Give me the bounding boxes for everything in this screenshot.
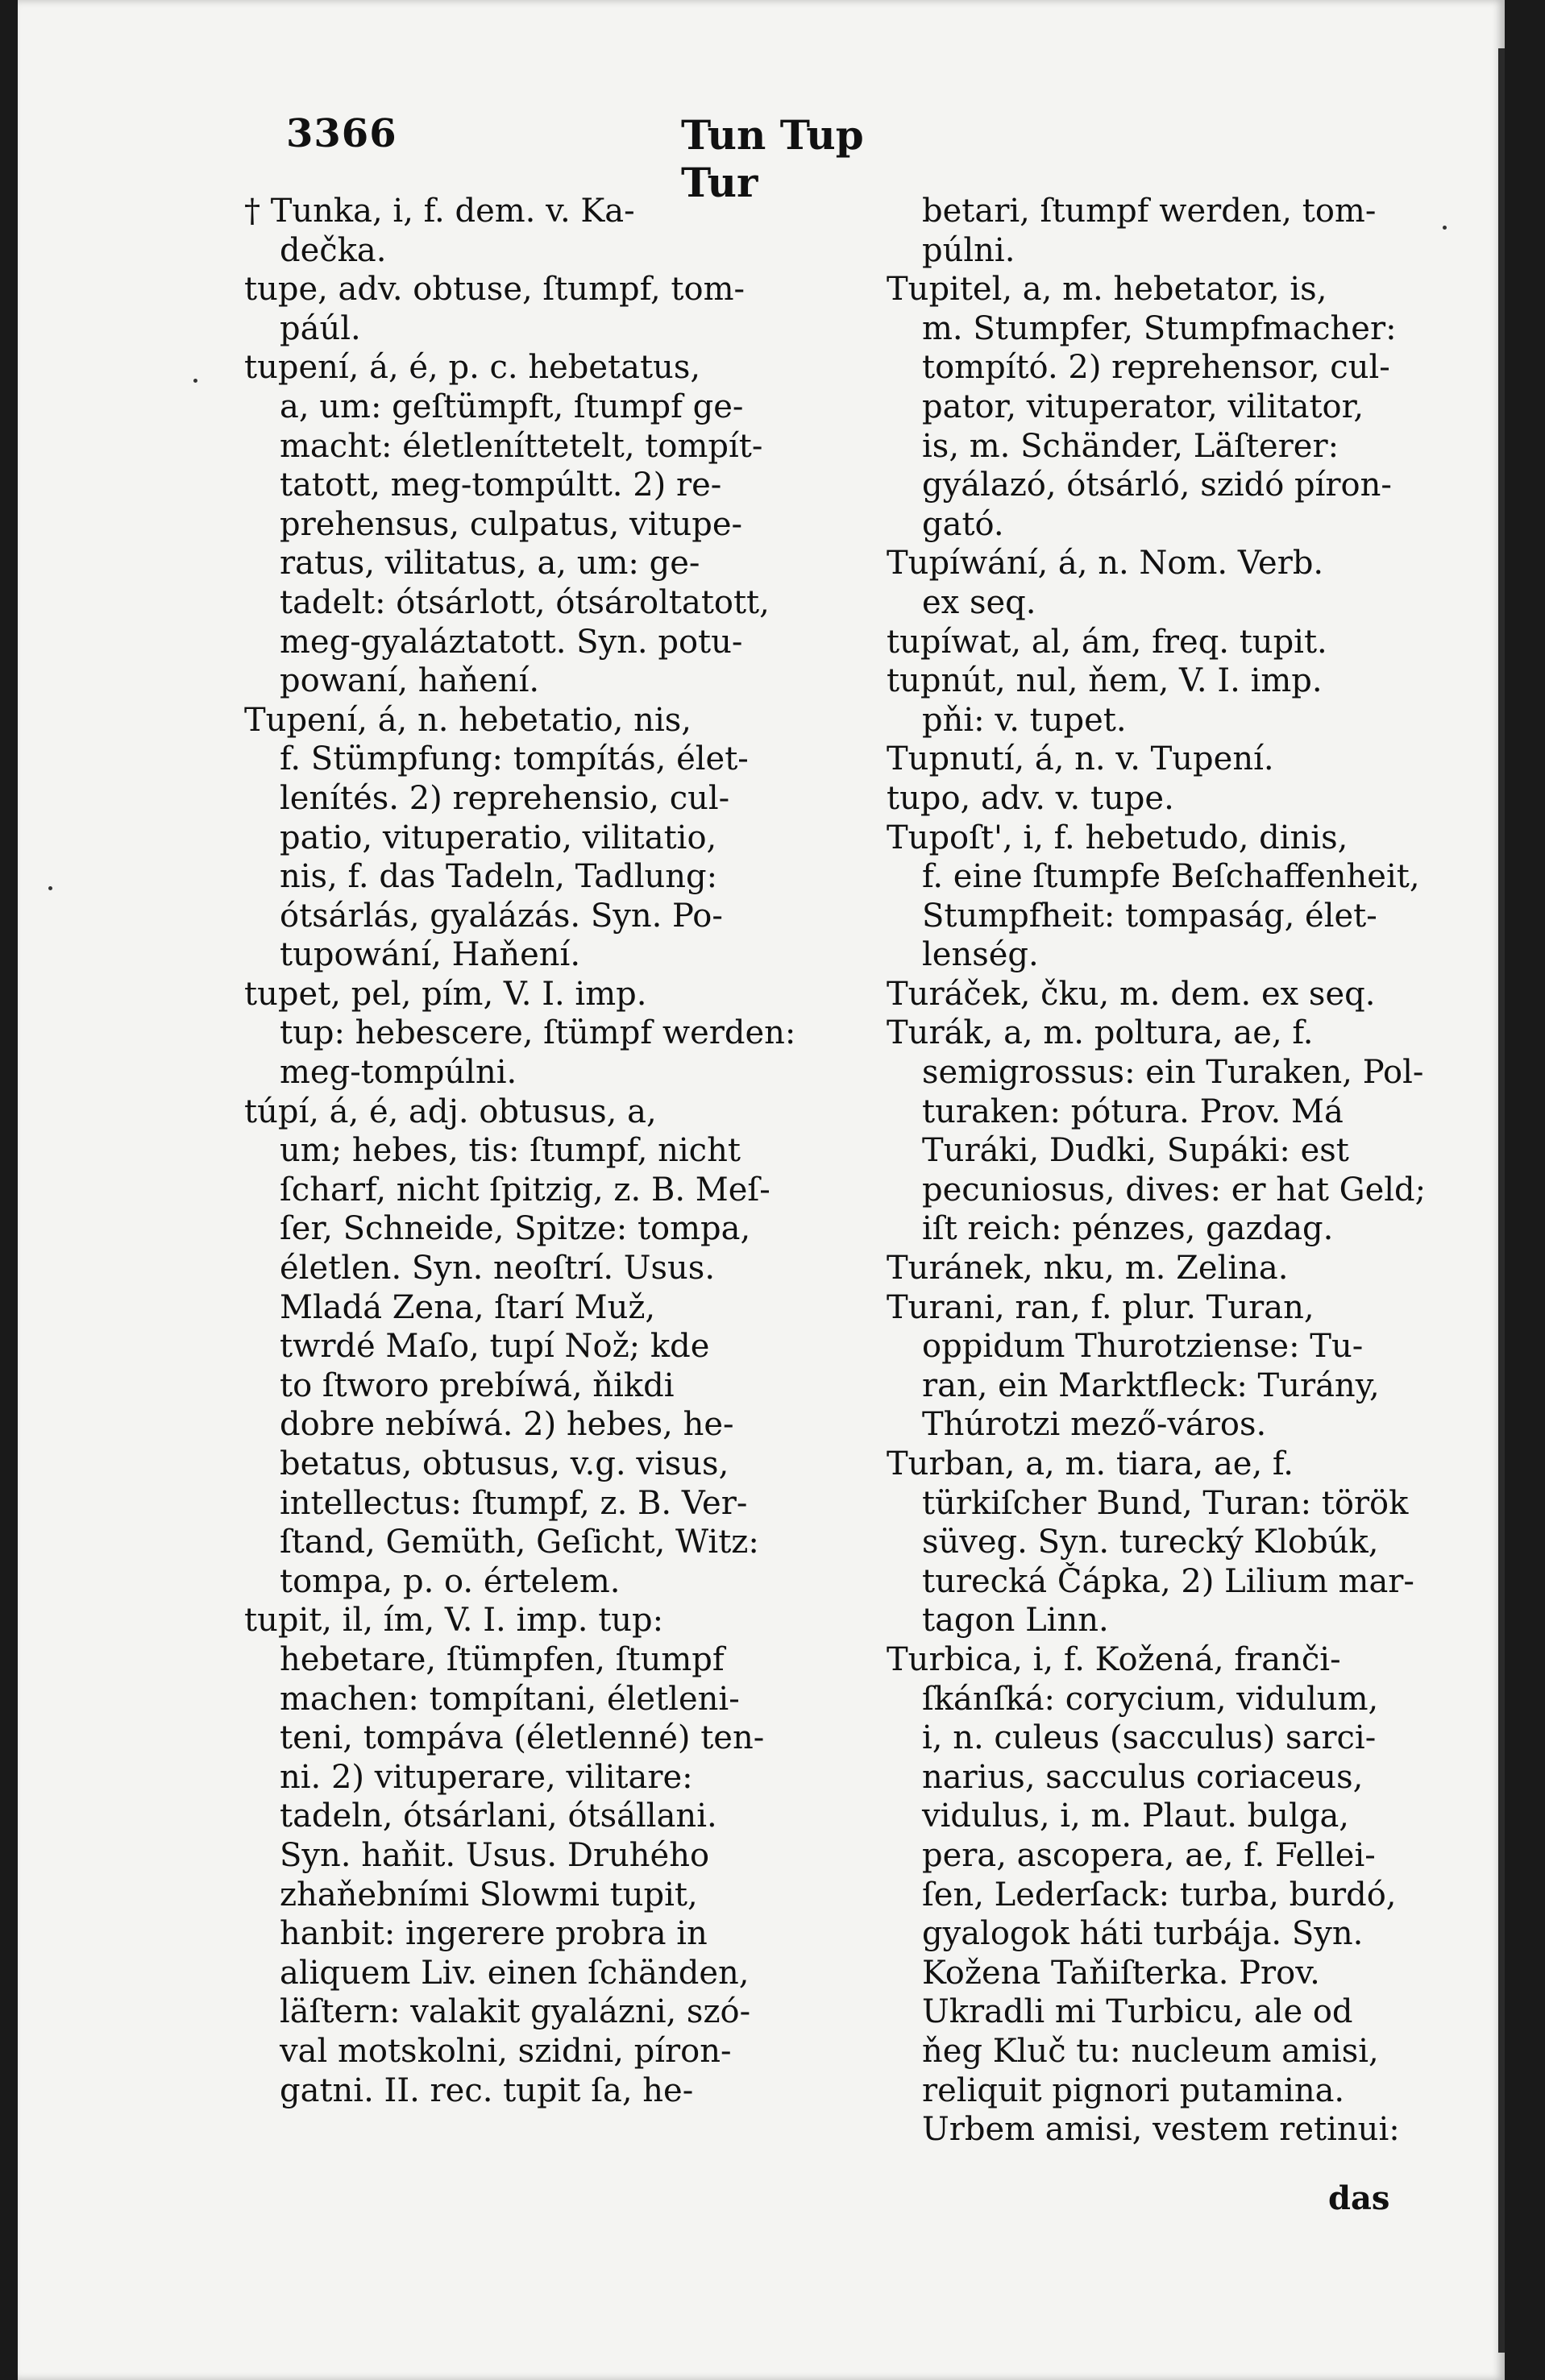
dictionary-line: ſcharf, nicht ſpitzig, z. B. Meſ- — [280, 1171, 770, 1209]
dictionary-line: vidulus, i, m. Plaut. bulga, — [922, 1797, 1349, 1835]
dictionary-line: i, n. culeus (sacculus) sarci- — [922, 1719, 1377, 1757]
dictionary-line: f. eine ſtumpfe Beſchaffenheit, — [922, 858, 1420, 896]
dictionary-line: páúl. — [280, 309, 361, 347]
dictionary-line: meg-gyaláztatott. Syn. potu- — [280, 623, 743, 661]
dictionary-line: pecuniosus, dives: er hat Geld; — [922, 1171, 1427, 1209]
dictionary-line: Thúrotzi mező-város. — [922, 1406, 1267, 1444]
dictionary-line: lenítés. 2) reprehensio, cul- — [280, 779, 730, 817]
dictionary-line: Kožena Taňiſterka. Prov. — [922, 1954, 1320, 1992]
dictionary-line: Tupení, á, n. hebetatio, nis, — [244, 701, 692, 739]
dictionary-line: túpí, á, é, adj. obtusus, a, — [244, 1093, 657, 1130]
dictionary-line: Urbem amisi, vestem retinui: — [922, 2111, 1400, 2149]
dictionary-line: Syn. haňit. Usus. Druhého — [280, 1836, 710, 1874]
page-gutter — [1498, 48, 1505, 2353]
left-column — [244, 192, 824, 2110]
dictionary-line: gyálazó, ótsárló, szidó píron- — [922, 466, 1392, 504]
dictionary-line: süveg. Syn. turecký Klobúk, — [922, 1524, 1379, 1561]
dictionary-line: powaní, haňení. — [280, 662, 540, 700]
dictionary-line: ni. 2) vituperare, vilitare: — [280, 1758, 693, 1796]
dictionary-line: semigrossus: ein Turaken, Pol- — [922, 1054, 1424, 1092]
dictionary-line: gyalogok háti turbája. Syn. — [922, 1915, 1364, 1953]
dictionary-line: tadelt: ótsárlott, ótsároltatott, — [280, 583, 770, 621]
dictionary-line: tupowání, Haňení. — [280, 936, 581, 974]
dictionary-line: intellectus: ſtumpf, z. B. Ver- — [280, 1484, 748, 1522]
dictionary-line: tompító. 2) reprehensor, cul- — [922, 349, 1390, 387]
dictionary-line: hebetare, ſtümpfen, ſtumpf — [280, 1640, 725, 1678]
print-speck — [48, 886, 52, 890]
dictionary-line: Mladá Zena, ſtarí Muž, — [280, 1288, 656, 1326]
dictionary-line: tupit, il, ím, V. I. imp. tup: — [244, 1602, 664, 1640]
dictionary-line: val motskolni, szidni, píron- — [280, 2032, 732, 2070]
dictionary-line: machen: tompítani, életleni- — [280, 1680, 740, 1718]
dictionary-line: gató. — [922, 505, 1004, 543]
dictionary-line: narius, sacculus coriaceus, — [922, 1758, 1364, 1796]
dictionary-line: türkiſcher Bund, Turan: török — [922, 1484, 1409, 1522]
dictionary-line: ratus, vilitatus, a, um: ge- — [280, 545, 700, 583]
dictionary-line: f. Stümpfung: tompítás, élet- — [280, 740, 749, 778]
dictionary-line: ſen, Lederſack: turba, burdó, — [922, 1876, 1397, 1914]
dictionary-line: betari, ſtumpf werden, tom- — [922, 193, 1377, 230]
dictionary-line: pator, vituperator, vilitator, — [922, 388, 1364, 425]
dictionary-line: † Tunka, i, f. dem. v. Ka- — [244, 193, 635, 230]
print-speck — [193, 379, 197, 383]
dictionary-line: dobre nebíwá. 2) hebes, he- — [280, 1406, 734, 1444]
dictionary-line: pera, ascopera, ae, f. Fellei- — [922, 1836, 1376, 1874]
dictionary-line: ex seq. — [922, 583, 1036, 621]
dictionary-line: gatni. II. rec. tupit ſa, he- — [280, 2071, 694, 2109]
dictionary-line: tupíwat, al, ám, freq. tupit. — [887, 623, 1327, 661]
dictionary-line: tadeln, ótsárlani, ótsállani. — [280, 1797, 717, 1835]
dictionary-line: Turbica, i, f. Kožená, franči- — [887, 1640, 1341, 1678]
dictionary-line: Stumpfheit: tompaság, élet- — [922, 897, 1377, 935]
dictionary-line: Tupoſt', i, f. hebetudo, dinis, — [887, 819, 1348, 856]
dictionary-line: Turánek, nku, m. Zelina. — [887, 1250, 1289, 1287]
dictionary-line: tompa, p. o. értelem. — [280, 1562, 621, 1600]
page-number: 3366 — [286, 111, 397, 156]
dictionary-line: tagon Linn. — [922, 1602, 1109, 1640]
dictionary-line: pňi: v. tupet. — [922, 701, 1127, 739]
dictionary-line: meg-tompúlni. — [280, 1054, 517, 1092]
dictionary-line: to ſtworo prebíwá, ňikdi — [280, 1366, 675, 1404]
dictionary-line: m. Stumpfer, Stumpfmacher: — [922, 309, 1397, 347]
dictionary-line: teni, tompáva (életlenné) ten- — [280, 1719, 765, 1757]
dictionary-line: tupo, adv. v. tupe. — [887, 779, 1174, 817]
dictionary-line: Tupitel, a, m. hebetator, is, — [887, 271, 1327, 309]
print-speck — [1443, 226, 1447, 230]
dictionary-line: twrdé Maſo, tupí Nož; kde — [280, 1328, 710, 1366]
dictionary-line: ſtand, Gemüth, Geſicht, Witz: — [280, 1524, 759, 1561]
dictionary-line: Ukradli mi Turbicu, ale od — [922, 1993, 1353, 2031]
dictionary-line: életlen. Syn. neoſtrí. Usus. — [280, 1250, 716, 1287]
dictionary-line: läſtern: valakit gyalázni, szó- — [280, 1993, 751, 2031]
dictionary-line: tatott, meg-tompúltt. 2) re- — [280, 466, 722, 504]
dictionary-line: ſer, Schneide, Spitze: tompa, — [280, 1210, 751, 1248]
dictionary-line: ňeg Kluč tu: nucleum amisi, — [922, 2032, 1379, 2070]
dictionary-line: a, um: geſtümpft, ſtumpf ge- — [280, 388, 744, 425]
dictionary-line: Turáki, Dudki, Supáki: est — [922, 1132, 1349, 1170]
dictionary-line: tupení, á, é, p. c. hebetatus, — [244, 349, 701, 387]
dictionary-line: betatus, obtusus, v.g. visus, — [280, 1445, 729, 1482]
dictionary-line: zhaňebními Slowmi tupit, — [280, 1876, 698, 1914]
catchword: das — [1328, 2179, 1390, 2217]
dictionary-line: hanbit: ingerere probra in — [280, 1915, 708, 1953]
dictionary-line: ótsárlás, gyalázás. Syn. Po- — [280, 897, 723, 935]
dictionary-line: ran, ein Marktfleck: Turány, — [922, 1366, 1380, 1404]
dictionary-line: dečka. — [280, 231, 387, 269]
dictionary-line: Tupnutí, á, n. v. Tupení. — [887, 740, 1274, 778]
dictionary-line: nis, f. das Tadeln, Tadlung: — [280, 858, 718, 896]
dictionary-line: Turani, ran, f. plur. Turan, — [887, 1288, 1314, 1326]
dictionary-line: is, m. Schänder, Läſterer: — [922, 427, 1339, 465]
dictionary-line: tupe, adv. obtuse, ſtumpf, tom- — [244, 271, 746, 309]
dictionary-line: patio, vituperatio, vilitatio, — [280, 819, 717, 856]
dictionary-line: iſt reich: pénzes, gazdag. — [922, 1210, 1334, 1248]
dictionary-line: lenség. — [922, 936, 1039, 974]
dictionary-line: oppidum Thurotziense: Tu- — [922, 1328, 1364, 1366]
dictionary-line: tupnút, nul, ňem, V. I. imp. — [887, 662, 1323, 700]
dictionary-line: um; hebes, tis: ſtumpf, nicht — [280, 1132, 741, 1170]
dictionary-line: reliquit pignori putamina. — [922, 2071, 1345, 2109]
dictionary-line: Tupíwání, á, n. Nom. Verb. — [887, 545, 1324, 583]
dictionary-line: Turák, a, m. poltura, ae, f. — [887, 1014, 1314, 1052]
dictionary-line: tup: hebescere, ſtümpf werden: — [280, 1014, 796, 1052]
running-head: Tun Tup Tur — [681, 111, 864, 206]
page-header — [286, 103, 947, 206]
dictionary-line: Turáček, čku, m. dem. ex seq. — [887, 975, 1376, 1013]
dictionary-line: macht: életleníttetelt, tompít- — [280, 427, 763, 465]
dictionary-line: púlni. — [922, 231, 1015, 269]
right-column — [887, 192, 1467, 2150]
dictionary-line: ſkánſká: corycium, vidulum, — [922, 1680, 1379, 1718]
dictionary-line: tupet, pel, pím, V. I. imp. — [244, 975, 647, 1013]
dictionary-line: Turban, a, m. tiara, ae, f. — [887, 1445, 1294, 1482]
dictionary-line: aliquem Liv. einen ſchänden, — [280, 1954, 750, 1992]
dictionary-line: turaken: pótura. Prov. Má — [922, 1093, 1344, 1130]
dictionary-line: turecká Čápka, 2) Lilium mar- — [922, 1562, 1414, 1600]
dictionary-line: prehensus, culpatus, vitupe- — [280, 505, 743, 543]
